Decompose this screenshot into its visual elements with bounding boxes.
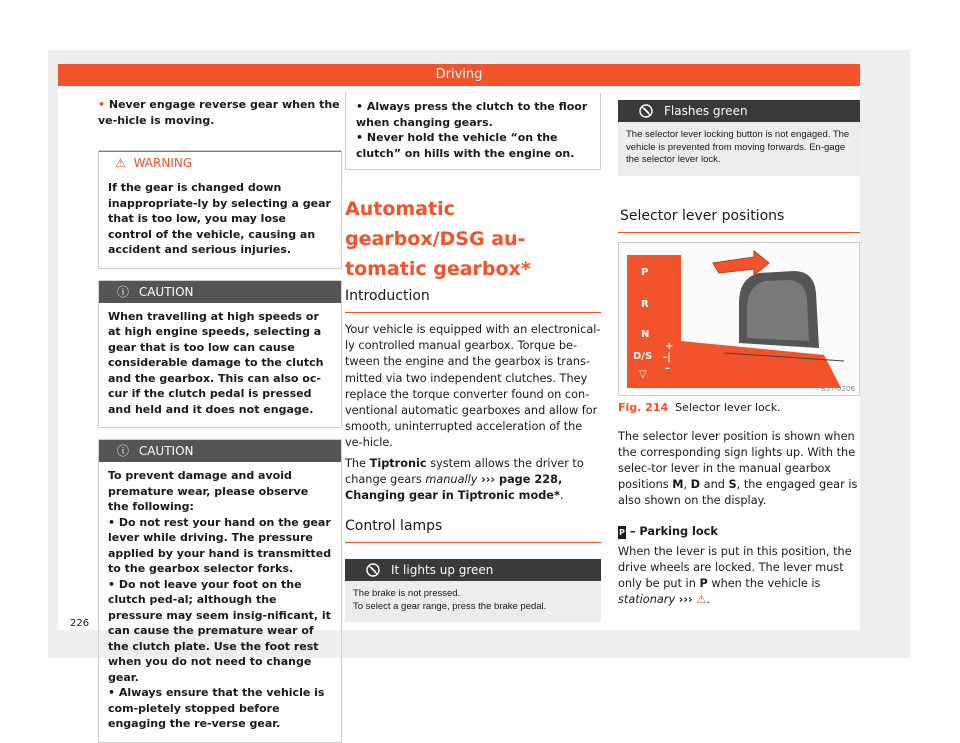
- tip-mark: -|: [663, 351, 671, 363]
- lamp-text-2: The selector lever locking button is not engaged. The vehicle is prevented from moving forwards. En-gage the selector lever lock.: [618, 122, 860, 176]
- warning-icon: ⚠: [115, 156, 126, 170]
- page-link[interactable]: ››› page 228, Changing gear in Tiptronic mode*: [345, 472, 563, 503]
- figure-caption: Fig. 214 Selector lever lock.: [618, 400, 781, 414]
- caution-icon: ⓘ: [117, 284, 130, 299]
- list-item: • Always ensure that the vehicle is com-pletely stopped before engaging the re-verse gear.: [108, 686, 325, 730]
- lamp-text-1: The brake is not pressed. To select a gear range, press the brake pedal.: [345, 581, 601, 622]
- column-left: [98, 92, 342, 743]
- gear-label-n: N: [641, 328, 650, 340]
- figure-code: B57-0206: [820, 384, 855, 393]
- tip-plus: +: [665, 340, 674, 352]
- lamp-box-1: [345, 559, 601, 622]
- gear-label-r: R: [641, 298, 649, 310]
- list-item: • Do not leave your foot on the clutch ped-al; although the pressure may seem insig-nificant, it can cause the premature wear of the clutch plate. Use the foot rest when you do not need to change gear.: [108, 577, 331, 684]
- gear-label-ds: D/S: [633, 350, 653, 362]
- warning-text: If the gear is changed down inappropriate-ly by selecting a gear that is too low, you may lose control of the vehicle, causing an accident and serious injuries.: [108, 181, 331, 256]
- lamp-box-2: [618, 100, 860, 176]
- parking-heading: P – Parking lock: [619, 524, 718, 538]
- lamp-header-2: Flashes green: [618, 100, 860, 122]
- section-title: Automatic gearbox/DSG au-tomatic gearbox*: [345, 198, 531, 280]
- selector-heading: Selector lever positions: [618, 206, 860, 233]
- intro-bullet: • Never engage reverse gear when the ve-hicle is moving.: [98, 98, 340, 127]
- column-right: [618, 92, 860, 609]
- parking-paragraph: When the lever is put in this position, the drive wheels are locked. The lever must only be put in P when the vehicle is stationary ››› ⚠.: [618, 544, 852, 607]
- selector-paragraph: The selector lever position is shown when the corresponding sign lights up. With the selec-tor lever in the manual gearbox positions M, D and S, the engaged gear is also shown on the display.: [618, 429, 858, 508]
- introduction-heading: Introduction: [345, 286, 601, 313]
- selector-lever-illustration: [619, 243, 859, 395]
- lamp-header-1: It lights up green: [345, 559, 601, 581]
- selector-figure: [618, 242, 860, 396]
- caution-header-1: ⓘ CAUTION: [99, 281, 341, 303]
- column-middle: [345, 92, 601, 622]
- gear-label-down: ▽: [639, 368, 647, 380]
- gear-label-p: P: [641, 266, 649, 278]
- gearbox-lamp-icon: [365, 562, 381, 578]
- gearbox-lamp-icon: [638, 103, 654, 119]
- caution-intro-2: To prevent damage and avoid premature wear, please observe the following:: [108, 469, 309, 513]
- warning-header: ⚠ WARNING: [99, 151, 341, 174]
- intro-paragraph: Your vehicle is equipped with an electronical-ly controlled manual gearbox. Torque be-tween the engine and the gearbox is trans-mitted via two independent clutches. They replace the torque converter found on con-ventional automatic gearboxes and allow for smooth, uninterrupted acceleration of the ve-hicle.: [345, 323, 601, 450]
- list-item: • Never hold the vehicle “on the clutch” on hills with the engine on.: [356, 131, 575, 160]
- caution-icon: ⓘ: [117, 444, 130, 458]
- caution-box-1: [98, 280, 342, 429]
- list-item: • Always press the clutch to the floor when changing gears.: [356, 100, 588, 129]
- gear-p-symbol: P: [619, 527, 625, 537]
- bullet-box: [345, 92, 601, 170]
- caution-text-1: When travelling at high speeds or at high engine speeds, selecting a gear that is too low can cause considerable damage to the clutch and the gearbox. This can also oc-cur if the clutch pedal is pressed and held and it does not engage.: [108, 309, 324, 416]
- page-link[interactable]: ›››: [678, 593, 693, 607]
- caution-header-2: ⓘ CAUTION: [99, 440, 341, 462]
- tiptronic-paragraph: The Tiptronic system allows the driver to change gears manually ››› page 228, Changing gear in Tiptronic mode*.: [345, 456, 584, 503]
- list-item: • Do not rest your hand on the gear lever while driving. The pressure applied by your hand is transmitted to the gearbox selector forks.: [108, 515, 332, 575]
- control-lamps-heading: Control lamps: [345, 516, 601, 543]
- tip-minus: –: [665, 362, 670, 374]
- caution-body-2: [99, 462, 341, 742]
- page-number: 226: [70, 618, 90, 629]
- warning-box: [98, 150, 342, 269]
- warning-icon: ⚠: [696, 593, 707, 607]
- chapter-header: Driving: [58, 64, 860, 86]
- caution-box-2: [98, 439, 342, 743]
